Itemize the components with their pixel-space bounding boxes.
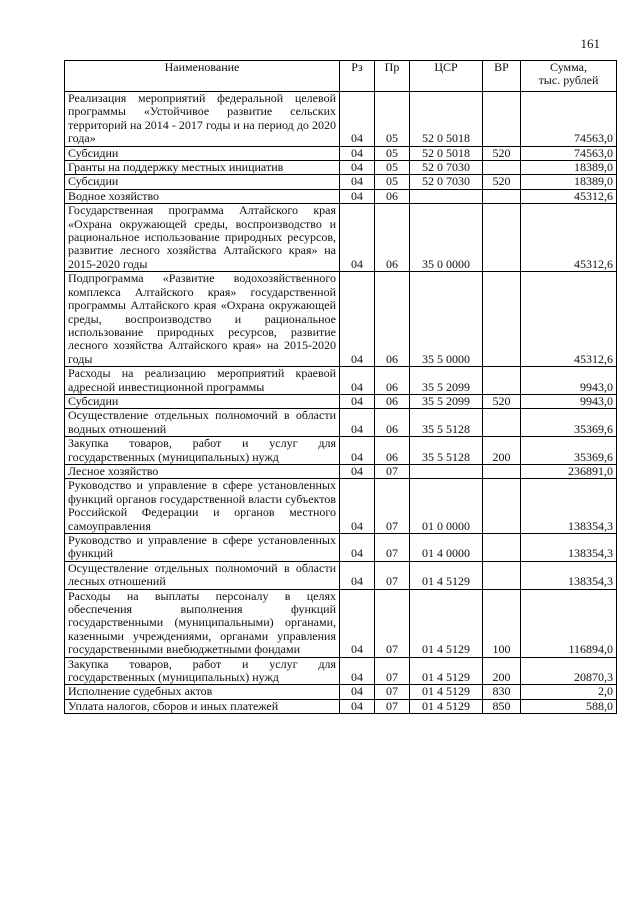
header-sum [521, 61, 617, 92]
row-pr: 07 [375, 534, 410, 562]
row-rz: 04 [340, 146, 375, 160]
row-rz: 04 [340, 534, 375, 562]
row-vr [483, 272, 521, 367]
row-csr: 35 5 5128 [410, 409, 483, 437]
row-rz: 04 [340, 161, 375, 175]
row-name: Государственная программа Алтайского края «Охрана окружающей среды, воспроизводство и рациональное использование природных ресурсов, развитие лесного хозяйства Алтайского края» на 2015-2020 годы [65, 204, 340, 272]
table-row [65, 699, 617, 713]
row-name: Расходы на реализацию мероприятий краевой адресной инвестиционной программы [65, 367, 340, 395]
row-vr [483, 409, 521, 437]
table-row [65, 685, 617, 699]
row-amount: 18389,0 [521, 161, 617, 175]
row-csr: 35 5 0000 [410, 272, 483, 367]
table-row [65, 394, 617, 408]
row-rz: 04 [340, 479, 375, 534]
header-csr: ЦСР [410, 61, 483, 92]
row-name: Субсидии [65, 394, 340, 408]
header-sum-line2: тыс. рублей [538, 73, 599, 88]
row-rz: 04 [340, 92, 375, 147]
row-amount: 35369,6 [521, 437, 617, 465]
row-csr: 52 0 5018 [410, 92, 483, 147]
row-vr [483, 479, 521, 534]
header-name: Наименование [65, 61, 340, 92]
row-name: Расходы на выплаты персоналу в целях обеспечения выполнения функций государственными (муниципальными) органами, казенными учреждениями, органами управления государственными внебюджетными фондами [65, 589, 340, 657]
row-amount: 45312,6 [521, 204, 617, 272]
row-amount: 236891,0 [521, 464, 617, 478]
table-row [65, 146, 617, 160]
row-amount: 2,0 [521, 685, 617, 699]
row-pr: 07 [375, 589, 410, 657]
row-amount: 9943,0 [521, 394, 617, 408]
table-body [65, 92, 617, 714]
table-row [65, 367, 617, 395]
row-vr: 200 [483, 437, 521, 465]
row-csr: 35 5 2099 [410, 394, 483, 408]
row-amount: 45312,6 [521, 189, 617, 203]
table-row [65, 189, 617, 203]
row-name: Осуществление отдельных полномочий в области водных отношений [65, 409, 340, 437]
table-row [65, 479, 617, 534]
row-vr [483, 189, 521, 203]
row-name: Закупка товаров, работ и услуг для государственных (муниципальных) нужд [65, 657, 340, 685]
row-rz: 04 [340, 394, 375, 408]
header-row [65, 61, 617, 92]
row-csr [410, 464, 483, 478]
table-row [65, 92, 617, 147]
row-amount: 588,0 [521, 699, 617, 713]
row-vr: 520 [483, 394, 521, 408]
row-amount: 9943,0 [521, 367, 617, 395]
row-vr [483, 367, 521, 395]
row-pr: 07 [375, 685, 410, 699]
row-pr: 07 [375, 699, 410, 713]
row-vr [483, 204, 521, 272]
row-name: Подпрограмма «Развитие водохозяйственного комплекса Алтайского края» государственной программы Алтайского края «Охрана окружающей среды, воспроизводство и рациональное использование природных ресурсов, развитие лесного хозяйства Алтайского края» на 2015-2020 годы [65, 272, 340, 367]
row-rz: 04 [340, 685, 375, 699]
header-pr: Пр [375, 61, 410, 92]
row-pr: 07 [375, 479, 410, 534]
row-amount: 138354,3 [521, 534, 617, 562]
row-rz: 04 [340, 175, 375, 189]
row-rz: 04 [340, 367, 375, 395]
row-csr: 35 5 5128 [410, 437, 483, 465]
row-name: Лесное хозяйство [65, 464, 340, 478]
table-row [65, 464, 617, 478]
row-csr: 35 5 2099 [410, 367, 483, 395]
table-row [65, 175, 617, 189]
row-vr [483, 92, 521, 147]
row-rz: 04 [340, 657, 375, 685]
row-amount: 116894,0 [521, 589, 617, 657]
table-row [65, 437, 617, 465]
table-row [65, 561, 617, 589]
row-pr: 05 [375, 161, 410, 175]
row-rz: 04 [340, 699, 375, 713]
row-pr: 06 [375, 367, 410, 395]
row-rz: 04 [340, 272, 375, 367]
row-pr: 07 [375, 464, 410, 478]
row-name: Реализация мероприятий федеральной целевой программы «Устойчивое развитие сельских территорий на 2014 - 2017 годы и на период до 2020 года» [65, 92, 340, 147]
row-csr: 52 0 5018 [410, 146, 483, 160]
row-vr [483, 534, 521, 562]
row-amount: 18389,0 [521, 175, 617, 189]
table-row [65, 204, 617, 272]
row-pr: 06 [375, 272, 410, 367]
row-vr: 100 [483, 589, 521, 657]
row-vr: 520 [483, 146, 521, 160]
row-name: Руководство и управление в сфере установленных функций [65, 534, 340, 562]
row-csr: 01 4 5129 [410, 561, 483, 589]
row-amount: 138354,3 [521, 561, 617, 589]
row-pr: 06 [375, 409, 410, 437]
row-csr: 01 4 0000 [410, 534, 483, 562]
row-rz: 04 [340, 589, 375, 657]
row-csr: 01 4 5129 [410, 699, 483, 713]
row-amount: 35369,6 [521, 409, 617, 437]
row-csr: 52 0 7030 [410, 175, 483, 189]
row-pr: 06 [375, 394, 410, 408]
row-rz: 04 [340, 561, 375, 589]
row-vr: 830 [483, 685, 521, 699]
header-sum-line1: Сумма, [550, 60, 587, 74]
row-name: Закупка товаров, работ и услуг для государственных (муниципальных) нужд [65, 437, 340, 465]
row-amount: 20870,3 [521, 657, 617, 685]
row-name: Руководство и управление в сфере установленных функций органов государственной власти субъектов Российской Федерации и органов местного самоуправления [65, 479, 340, 534]
row-csr: 01 4 5129 [410, 589, 483, 657]
table-row [65, 534, 617, 562]
header-vr: ВР [483, 61, 521, 92]
row-amount: 74563,0 [521, 92, 617, 147]
row-vr [483, 161, 521, 175]
row-csr: 52 0 7030 [410, 161, 483, 175]
row-csr: 01 4 5129 [410, 657, 483, 685]
row-vr [483, 464, 521, 478]
table-row [65, 161, 617, 175]
row-name: Субсидии [65, 175, 340, 189]
row-name: Уплата налогов, сборов и иных платежей [65, 699, 340, 713]
row-vr: 200 [483, 657, 521, 685]
row-vr [483, 561, 521, 589]
row-rz: 04 [340, 204, 375, 272]
row-csr: 01 4 5129 [410, 685, 483, 699]
row-rz: 04 [340, 189, 375, 203]
table-row [65, 272, 617, 367]
row-amount: 138354,3 [521, 479, 617, 534]
row-pr: 07 [375, 561, 410, 589]
table-row [65, 409, 617, 437]
row-rz: 04 [340, 437, 375, 465]
row-pr: 07 [375, 657, 410, 685]
row-amount: 74563,0 [521, 146, 617, 160]
row-name: Осуществление отдельных полномочий в области лесных отношений [65, 561, 340, 589]
table-row [65, 589, 617, 657]
row-csr [410, 189, 483, 203]
row-pr: 06 [375, 189, 410, 203]
header-rz: Рз [340, 61, 375, 92]
row-pr: 06 [375, 204, 410, 272]
row-vr: 520 [483, 175, 521, 189]
row-rz: 04 [340, 464, 375, 478]
budget-table [64, 60, 617, 714]
row-pr: 05 [375, 146, 410, 160]
row-amount: 45312,6 [521, 272, 617, 367]
row-csr: 35 0 0000 [410, 204, 483, 272]
row-name: Гранты на поддержку местных инициатив [65, 161, 340, 175]
row-name: Исполнение судебных актов [65, 685, 340, 699]
row-rz: 04 [340, 409, 375, 437]
page-number: 161 [580, 36, 600, 51]
row-vr: 850 [483, 699, 521, 713]
row-pr: 05 [375, 92, 410, 147]
row-csr: 01 0 0000 [410, 479, 483, 534]
row-pr: 05 [375, 175, 410, 189]
row-name: Субсидии [65, 146, 340, 160]
row-name: Водное хозяйство [65, 189, 340, 203]
table-row [65, 657, 617, 685]
row-pr: 06 [375, 437, 410, 465]
